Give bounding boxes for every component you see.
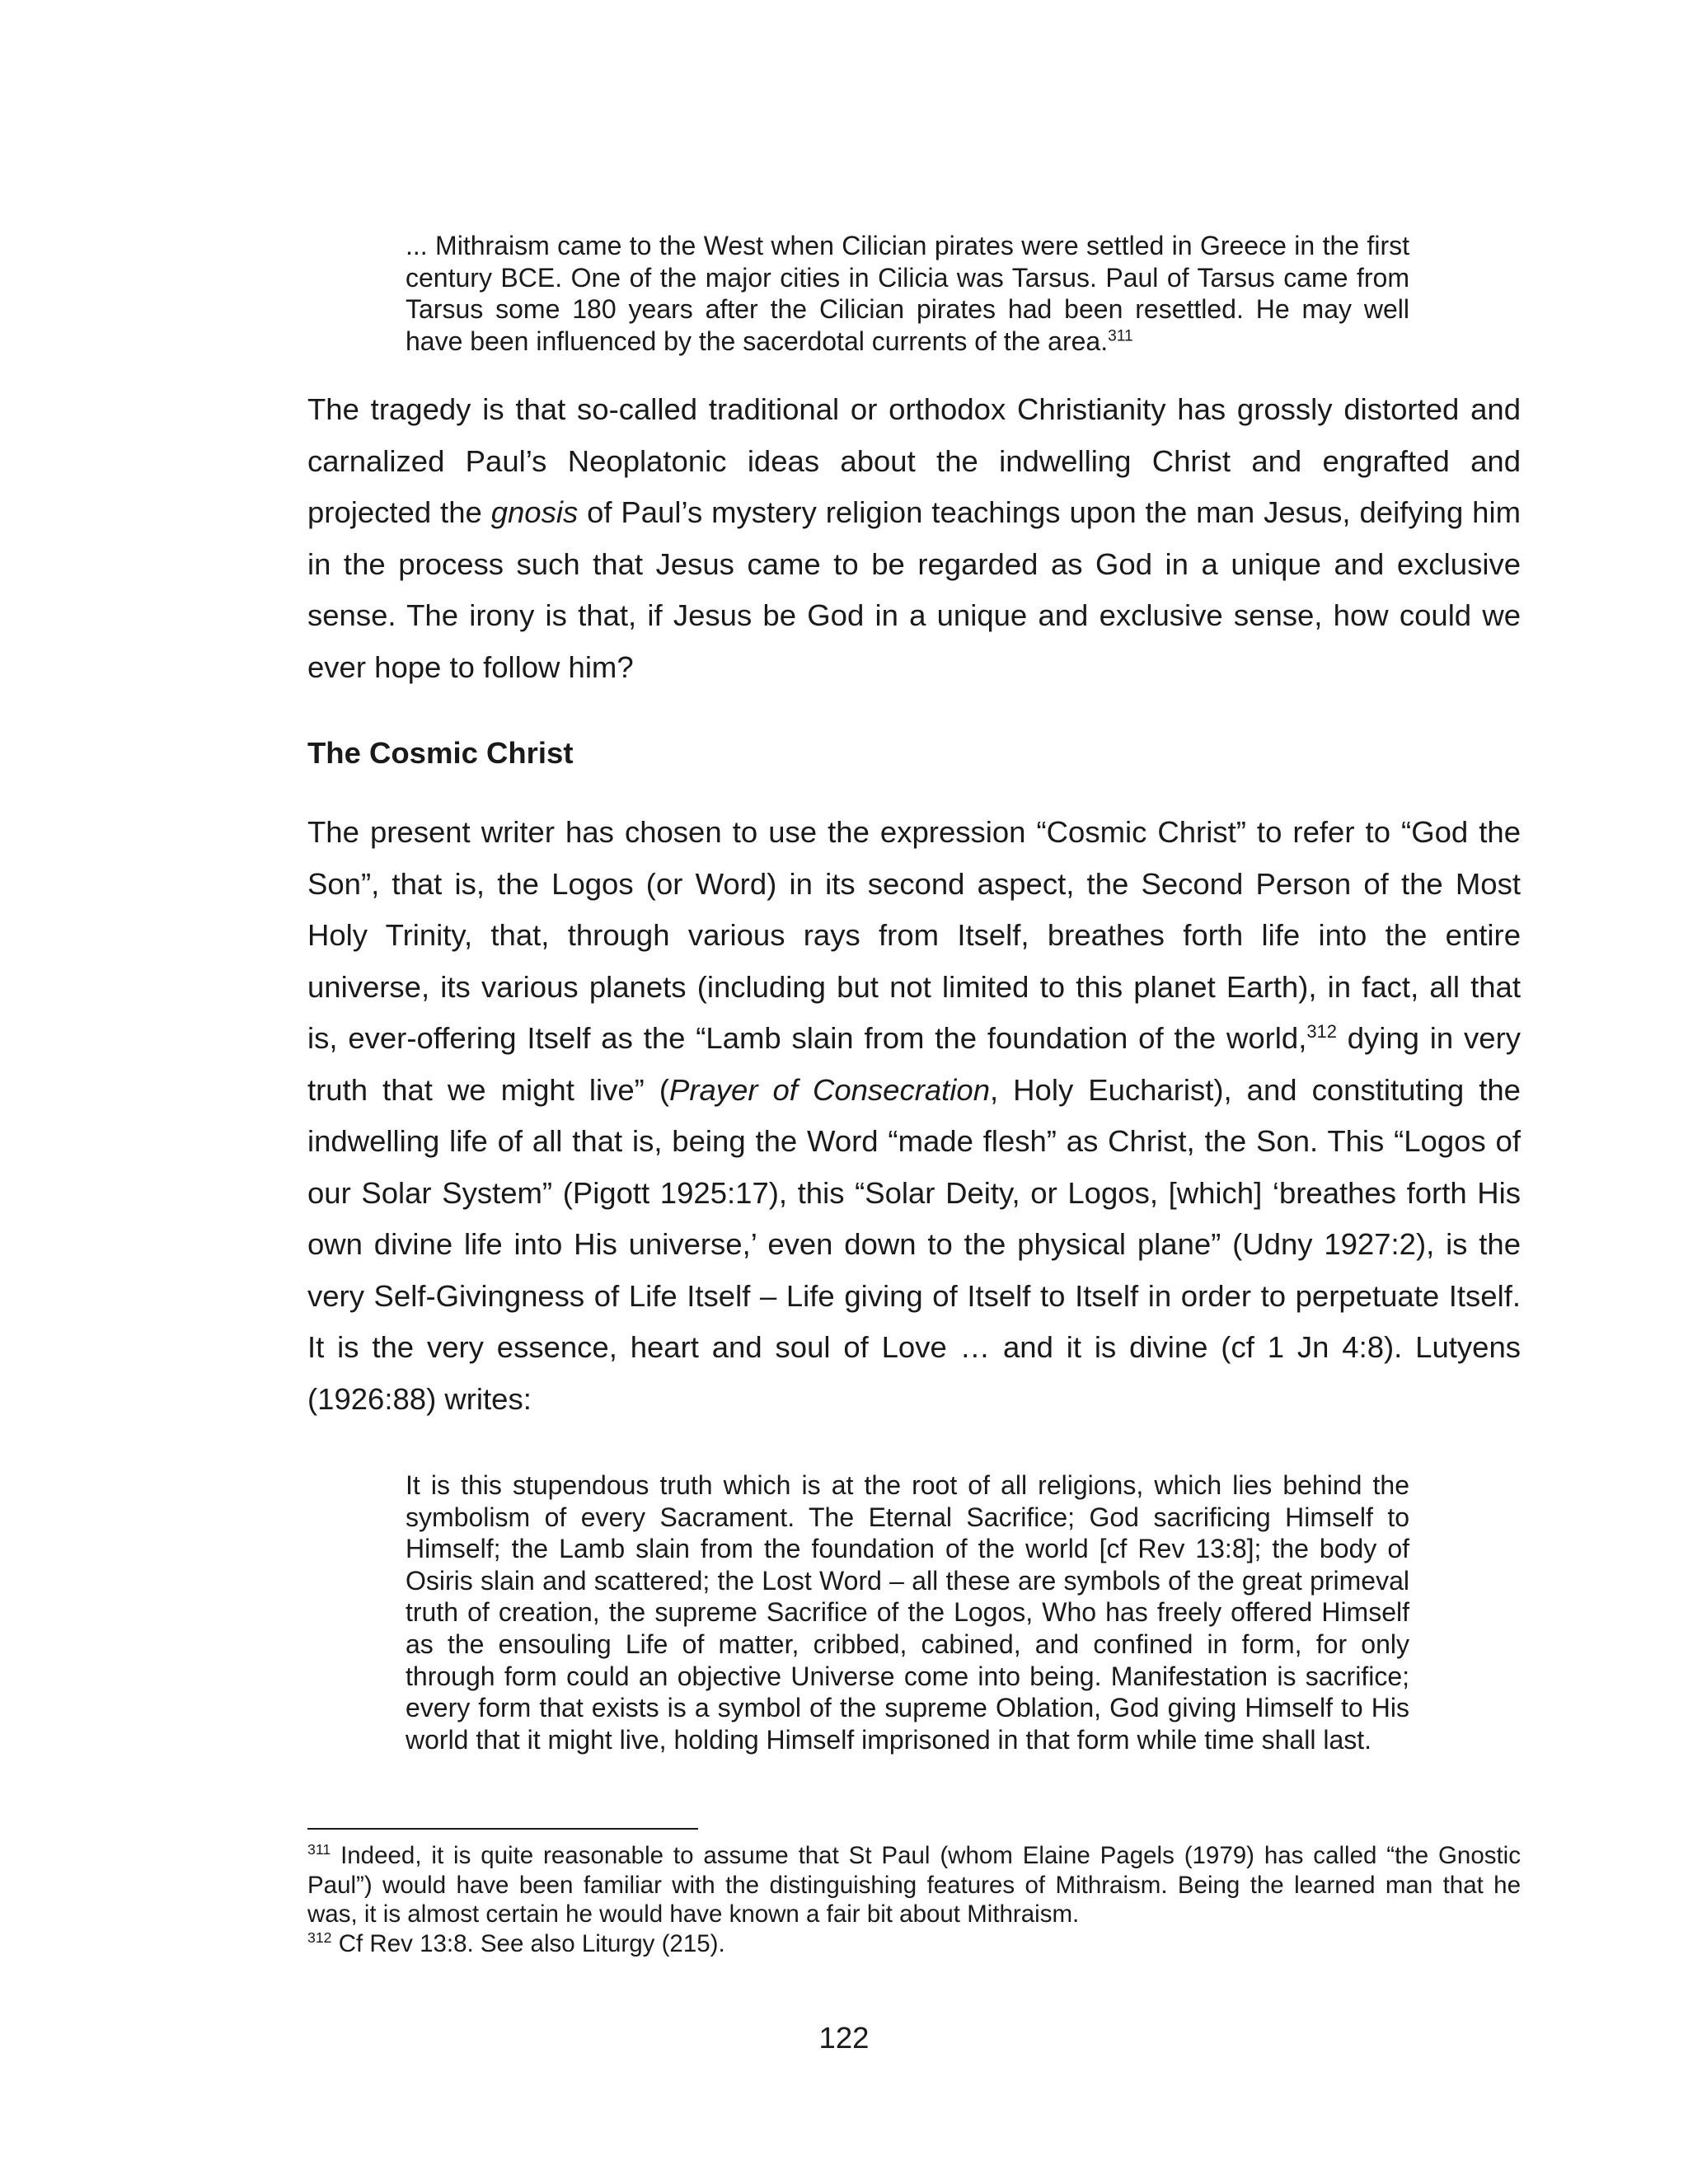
footnotes	[307, 1841, 1521, 1958]
footnote-ref-311[interactable]: 311	[1108, 327, 1133, 345]
paragraph-text: dying in very truth that we might live” (	[307, 1021, 1521, 1107]
footnote-number: 312	[307, 1929, 332, 1946]
paragraph-text: The present writer has chosen to use the expression “Cosmic Christ” to refer to “God the Son”, that is, the Logos (or Word) in its second aspect, the Second Person of the Most Holy Trinity, that, through various rays from Itself, breathes forth life into the entire universe, its various planets (including but not limited to this planet Earth), in fact, all that is, ever-offering Itself as the “Lamb slain from the foundation of the world,	[307, 815, 1521, 1055]
paragraph-tragedy	[307, 384, 1521, 693]
italic-title: Prayer of Consecration	[668, 1072, 991, 1107]
italic-term: gnosis	[490, 495, 579, 529]
block-quote-lutyens	[406, 1469, 1409, 1755]
paragraph-text: The tragedy is that so-called traditional or orthodox Christianity has grossly distorted and carnalized Paul’s Neoplatonic ideas about the indwelling Christ and engrafted and projected the	[307, 392, 1521, 529]
quote-text: ... Mithraism came to the West when Cilician pirates were settled in Greece in the first century BCE. One of the major cities in Cilicia was Tarsus. Paul of Tarsus came from Tarsus some 180 years after the Cilician pirates had been resettled. He may well have been influenced by the sacerdotal currents of the area.	[406, 231, 1409, 356]
footnote-ref-312[interactable]: 312	[1306, 1020, 1337, 1042]
quote-text: It is this stupendous truth which is at the root of all religions, which lies behind the symbolism of every Sacrament. The Eternal Sacrifice; God sacrificing Himself to Himself; the Lamb slain from the foundation of the world [cf Rev 13:8]; the body of Osiris slain and scattered; the Lost Word – all these are symbols of the great primeval truth of creation, the supreme Sacrifice of the Logos, Who has freely offered Himself as the ensouling Life of matter, cribbed, cabined, and confined in form, for only through form could an objective Universe come into being. Manifestation is sacrifice; every form that exists is a symbol of the supreme Oblation, God giving Himself to His world that it might live, holding Himself imprisoned in that form while time shall last.	[406, 1470, 1409, 1755]
page-number: 122	[818, 2021, 870, 2055]
footnote-312	[307, 1929, 1521, 1959]
footnote-text: Indeed, it is quite reasonable to assume that St Paul (whom Elaine Pagels (1979) has called “the Gnostic Paul”) would have been familiar with the distinguishing features of Mithraism. Being the learned man that he was, it is almost certain he would have known a fair bit about Mithraism.	[307, 1842, 1521, 1928]
footnote-text: Cf Rev 13:8. See also Liturgy (215).	[331, 1929, 725, 1957]
paragraph-text: , Holy Eucharist), and constituting the indwelling life of all that is, being the Word “made flesh” as Christ, the Son. This “Logos of our Solar System” (Pigott 1925:17), this “Solar Deity, or Logos, [which] ‘breathes forth His own divine life into His universe,’ even down to the physical plane” (Udny 1927:2), is the very Self-Givingness of Life Itself – Life giving of Itself to Itself in order to perpetuate Itself. It is the very essence, heart and soul of Love … and it is divine (cf 1 Jn 4:8). Lutyens (1926:88) writes:	[307, 1072, 1521, 1416]
footnote-311	[307, 1841, 1521, 1929]
paragraph-cosmic-christ	[307, 807, 1521, 1425]
section-heading: The Cosmic Christ	[307, 736, 574, 770]
block-quote-mithraism	[406, 230, 1409, 357]
paragraph-text: of Paul’s mystery religion teachings upon the man Jesus, deifying him in the process such that Jesus came to be regarded as God in a unique and exclusive sense. The irony is that, if Jesus be God in a unique and exclusive sense, how could we ever hope to follow him?	[307, 495, 1521, 684]
footnote-number: 311	[307, 1841, 331, 1858]
footnote-divider	[307, 1828, 698, 1830]
